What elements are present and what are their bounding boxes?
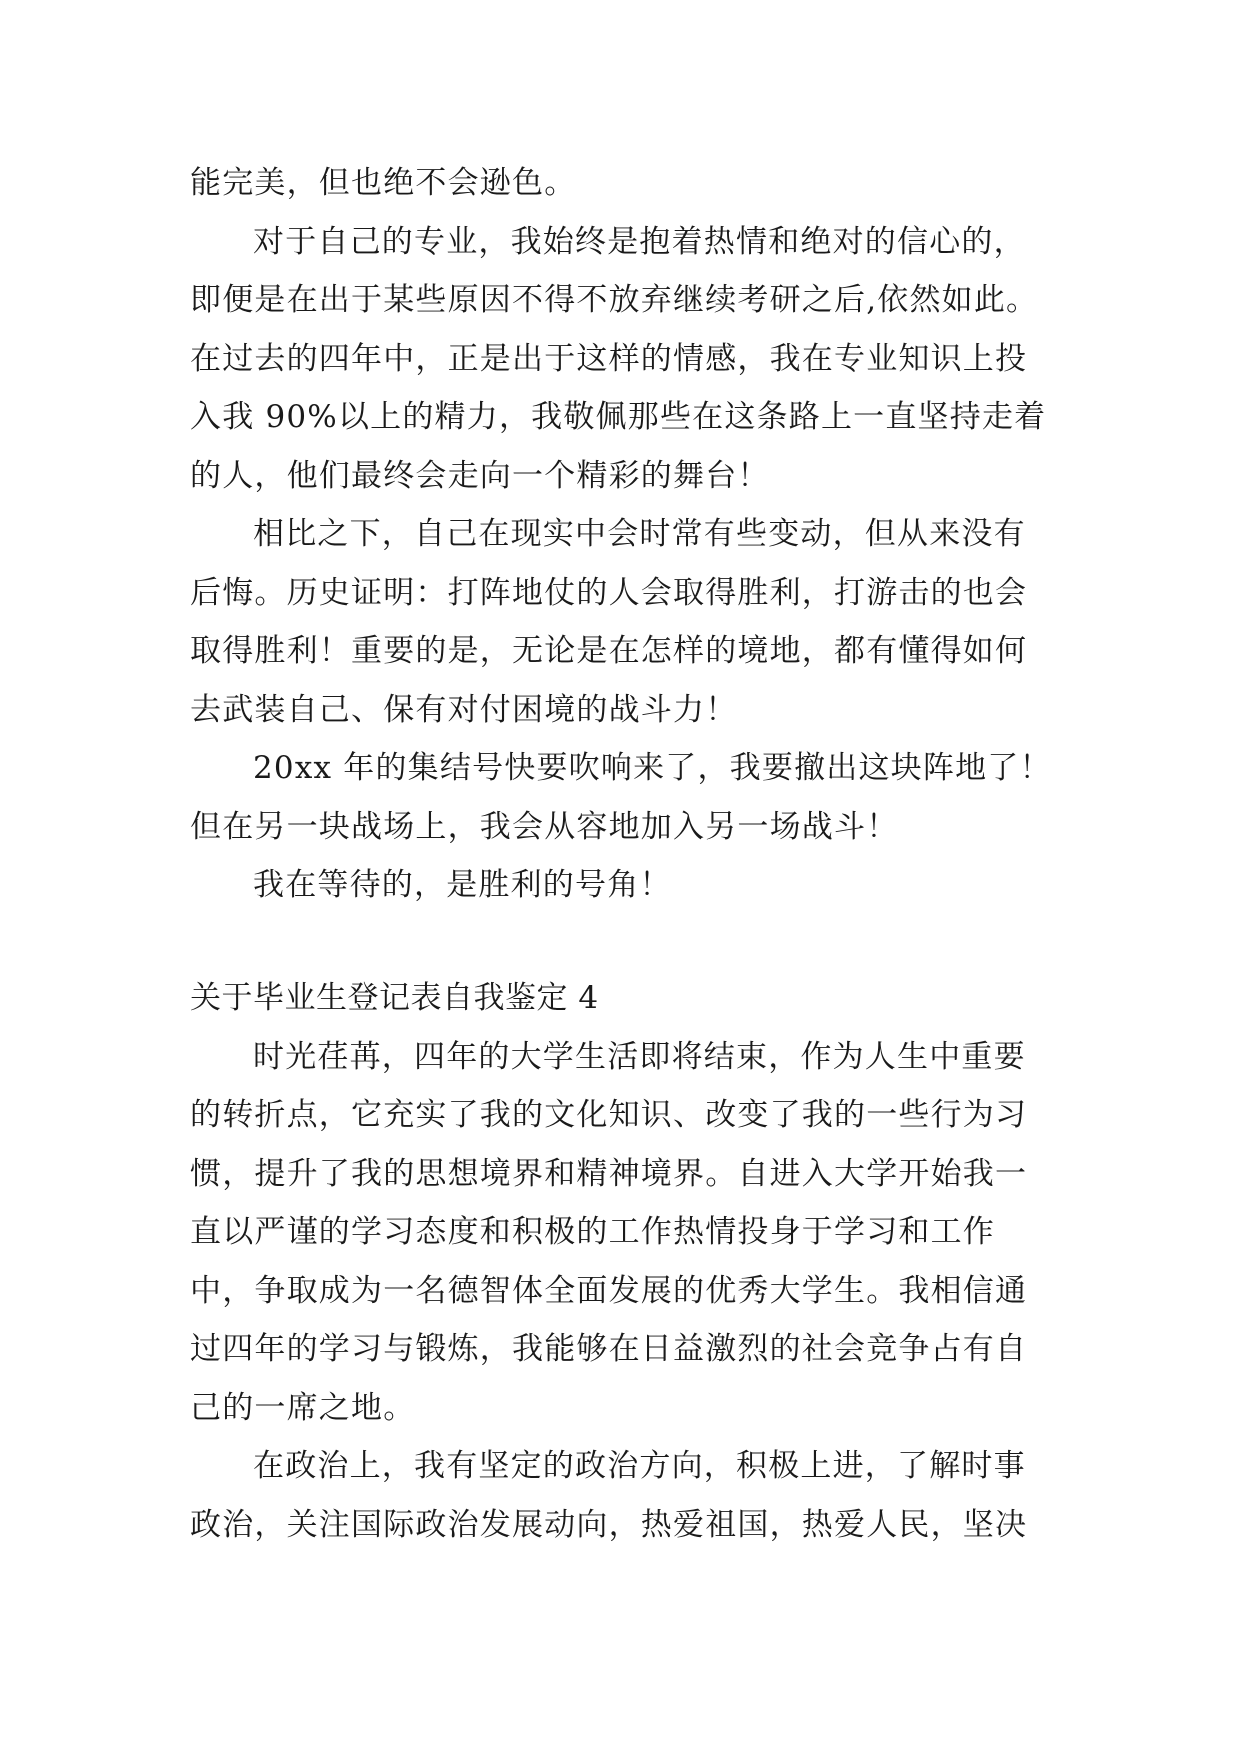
text-line: 惯，提升了我的思想境界和精神境界。自进入大学开始我一 — [190, 1156, 1028, 1192]
paragraph-line: 在政治上，我有坚定的政治方向，积极上进，了解时事 — [253, 1448, 1026, 1484]
text-line: 中，争取成为一名德智体全面发展的优秀大学生。我相信通 — [190, 1273, 1028, 1309]
text-line: 去武装自己、保有对付困境的战斗力！ — [190, 692, 738, 728]
paragraph-line: 时光荏苒，四年的大学生活即将结束，作为人生中重要 — [253, 1039, 1026, 1075]
paragraph-line: 对于自己的专业，我始终是抱着热情和绝对的信心的， — [253, 224, 1026, 260]
paragraph-line: 20xx 年的集结号快要吹响来了，我要撤出这块阵地了！ — [253, 750, 1052, 786]
section-heading: 关于毕业生登记表自我鉴定 4 — [190, 980, 599, 1016]
paragraph-line: 我在等待的，是胜利的号角！ — [253, 867, 672, 903]
text-line: 在过去的四年中，正是出于这样的情感，我在专业知识上投 — [190, 341, 1028, 377]
text-line: 取得胜利！重要的是，无论是在怎样的境地，都有懂得如何 — [190, 633, 1028, 669]
text-line: 后悔。历史证明：打阵地仗的人会取得胜利，打游击的也会 — [190, 575, 1028, 611]
text-line: 政治，关注国际政治发展动向，热爱祖国，热爱人民，坚决 — [190, 1507, 1028, 1543]
text-line: 入我 90%以上的精力，我敬佩那些在这条路上一直坚持走着 — [190, 399, 1047, 435]
paragraph-line: 相比之下，自己在现实中会时常有些变动，但从来没有 — [253, 516, 1026, 552]
text-line: 但在另一块战场上，我会从容地加入另一场战斗！ — [190, 809, 899, 845]
text-line: 能完美，但也绝不会逊色。 — [190, 165, 577, 201]
text-line: 即便是在出于某些原因不得不放弃继续考研之后,依然如此。 — [190, 282, 1039, 318]
text-line: 过四年的学习与锻炼，我能够在日益激烈的社会竞争占有自 — [190, 1331, 1028, 1367]
text-line: 直以严谨的学习态度和积极的工作热情投身于学习和工作 — [190, 1214, 995, 1250]
text-line: 的转折点，它充实了我的文化知识、改变了我的一些行为习 — [190, 1097, 1028, 1133]
text-line: 的人，他们最终会走向一个精彩的舞台！ — [190, 458, 770, 494]
text-line: 己的一席之地。 — [190, 1390, 416, 1426]
